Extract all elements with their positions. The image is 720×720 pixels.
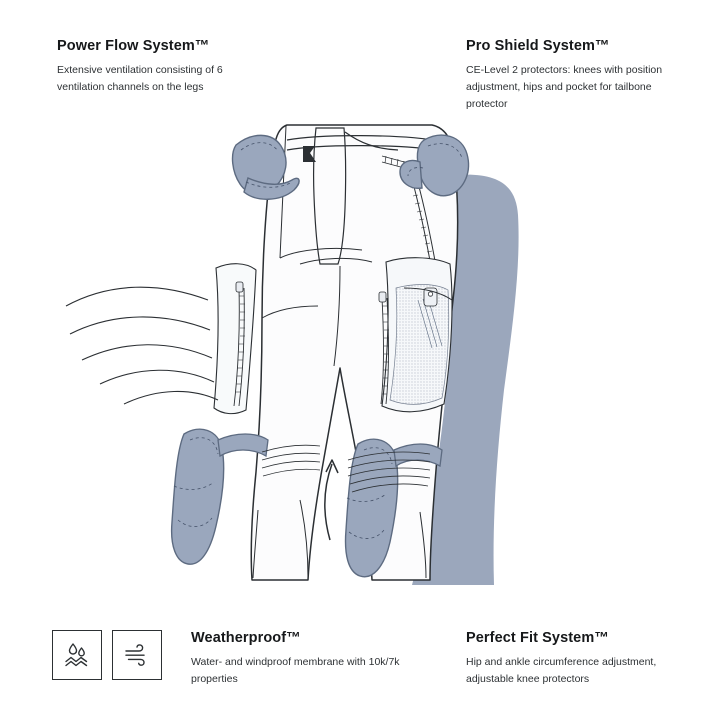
callout-description: Hip and ankle circumference adjustment, adjustable knee protectors [466,656,657,686]
thigh-pocket-zipper-left [234,282,245,406]
airflow-streamlines [66,287,218,404]
background-shadow-shape [412,175,519,585]
thigh-panel-right [382,258,452,412]
callout-title: Power Flow System™ [57,38,210,54]
callout-title: Pro Shield System™ [466,38,610,54]
callout-title: Weatherproof™ [191,630,301,646]
knee-protector-right[interactable] [346,439,398,577]
callout-title: Perfect Fit System™ [466,630,609,646]
thigh-pocket-label-right [418,298,442,348]
lower-leg-seams [253,500,426,578]
weatherproof-icon-row [52,630,162,680]
front-fly-panel [314,128,346,264]
airflow-up-arrow-icon [325,460,338,540]
knee-protector-left[interactable] [172,429,224,564]
main-fly-zipper [406,166,437,272]
leg-ventilation-channels [262,445,430,492]
callout-perfect-fit-system [466,630,681,688]
callout-weatherproof [191,630,406,688]
rebelhorn-flag-logo-icon [303,146,316,162]
waist-adjustment-strap [382,156,434,176]
thigh-pocket-zipper-right [379,292,389,404]
water-drops-repel-icon [62,640,92,670]
thigh-vent-mesh-right [390,284,449,404]
waistband [287,132,443,151]
pants-body [251,125,457,580]
wind-lines-icon [122,640,152,670]
pocket-pull-detail [424,288,437,306]
windproof-icon-box [112,630,162,680]
thigh-panel-left [214,264,256,414]
construction-seams [262,126,452,366]
waterproof-icon-box [52,630,102,680]
callout-description: Extensive ventilation consisting of 6 ventilation channels on the legs [57,64,223,94]
knee-adjustment-strap [218,434,442,466]
callout-description: Water- and windproof membrane with 10k/7k properties [191,656,400,686]
hip-protector-left[interactable] [233,135,300,199]
callout-power-flow-system [57,38,272,96]
hip-protector-right[interactable] [400,135,469,196]
callout-pro-shield-system [466,38,681,113]
callout-description: CE-Level 2 protectors: knees with position adjustment, hips and pocket for tailbone protector [466,64,663,111]
